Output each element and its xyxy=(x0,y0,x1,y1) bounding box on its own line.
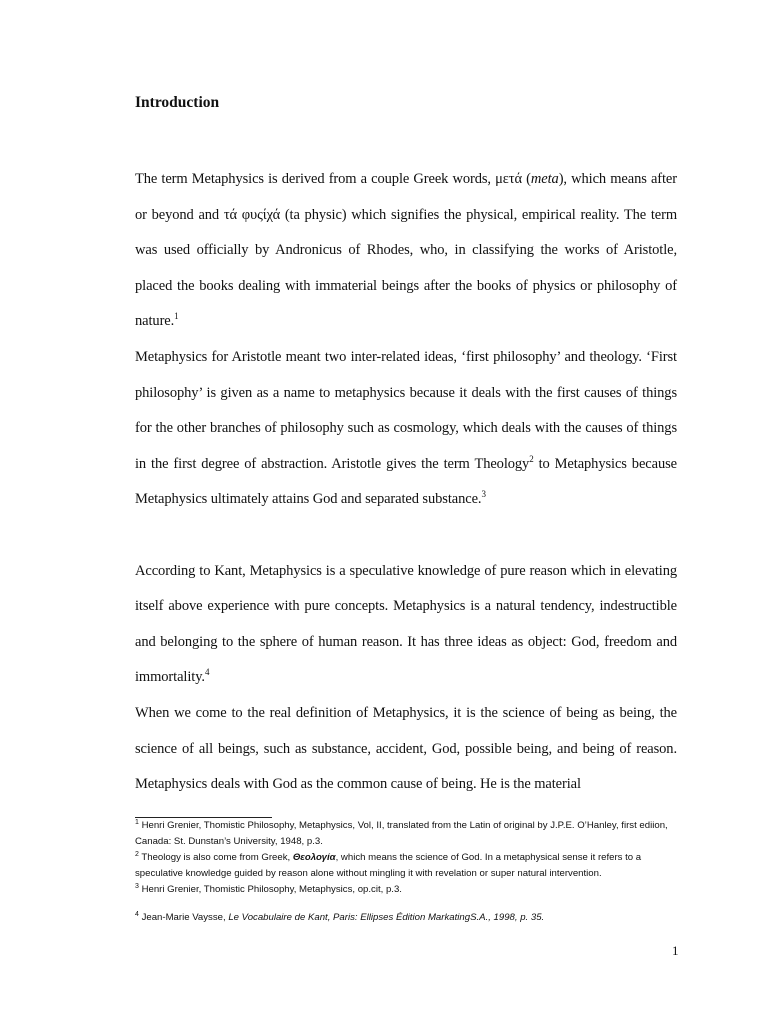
footnote-ref-4[interactable]: 4 xyxy=(204,667,210,678)
footnote-ref-3[interactable]: 3 xyxy=(481,489,486,500)
paragraph-4: When we come to the real definition of Metaphysics, it is the science of being as being, the science of all beings, such as substance, accident, God, possible being, and being of reason. Metaphysics deals with God as the common cause of being. He is the material xyxy=(135,704,677,793)
footnote-2: $^2$ Theology is also come from Greek, Θεολογία, which means the science of God. In a metaphysical sense it refers to a speculative knowledge guided by reason alone without mingling it with revelation or super natural intervention. xyxy=(135,850,642,879)
footnote-1: $^1$ Henri Grenier, Thomistic Philosophy, Metaphysics, Vol, II, translated from the Latin of original by J.P.E. O’Hanley, first ediion, Canada: St. Dunstan’s University, 1948, p.3. xyxy=(135,818,668,847)
footnote-3: $^3$ Henri Grenier, Thomistic Philosophy, Metaphysics, op.cit, p.3. xyxy=(135,882,402,895)
section-heading: Introduction xyxy=(135,94,220,111)
footnote-ref-2[interactable]: 2 xyxy=(529,453,534,464)
footnote-4: $^4$ Jean-Marie Vaysse, Le Vocabulaire de Kant, Paris: Ellipses Édition MarkatingS.A., 1998, p. 35. xyxy=(135,910,545,923)
footnote-ref-1[interactable]: 1 xyxy=(174,311,179,322)
paragraph-1: The term Metaphysics is derived from a couple Greek words, μετά (meta), which means after or beyond and τά φυςίχά (ta physic) which signifies the physical, empirical reality. The term was used officially by Andronicus of Rhodes, who, in classifying the works of Aristotle, placed the books dealing with immaterial beings after the books of physics or philosophy of nature.$^1$ xyxy=(135,171,678,330)
footnotes xyxy=(135,818,680,926)
page-number: 1 xyxy=(672,943,679,958)
paragraph-spacer xyxy=(135,518,677,554)
body-text xyxy=(135,162,677,803)
paragraph-3: According to Kant, Metaphysics is a speculative knowledge of pure reason which in elevating itself above experience with pure concepts. Metaphysics is a natural tendency, indestructible and belonging to the sphere of human reason. It has three ideas as object: God, freedom and immortality.$^4$ xyxy=(135,562,677,686)
paragraph-2: Metaphysics for Aristotle meant two inter-related ideas, ‘first philosophy’ and theology. ‘First philosophy’ is given as a name to metaphysics because it deals with the first causes of things for the other branches of philosophy such as cosmology, which deals with the causes of things in the first degree of abstraction. Aristotle gives the term Theology$^2$ to Metaphysics because Metaphysics ultimately attains God and separated substance.$^3$ xyxy=(135,348,677,508)
